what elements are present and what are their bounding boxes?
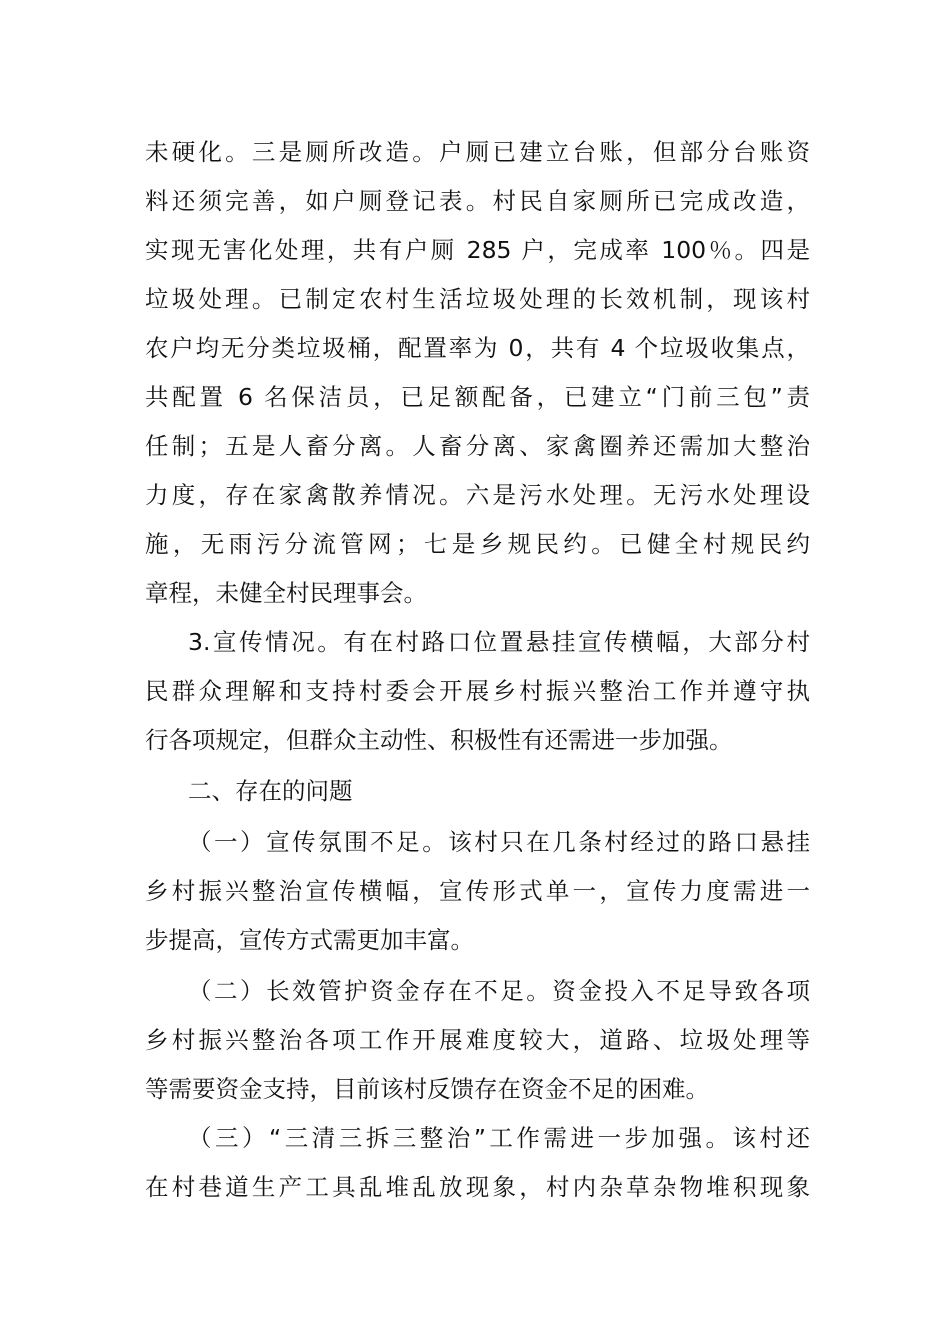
text-line: 等需要资金支持，目前该村反馈存在资金不足的困难。 [145, 1075, 709, 1103]
text-line: 乡村振兴整治各项工作开展难度较大，道路、垃圾处理等 [145, 1026, 810, 1054]
text-line: 农户均无分类垃圾桶，配置率为 0，共有 4 个垃圾收集点， [145, 334, 810, 362]
text-line: 施，无雨污分流管网；七是乡规民约。已健全村规民约 [145, 530, 810, 558]
text-line: （三）“三清三拆三整治”工作需进一步加强。该村还 [188, 1124, 810, 1152]
text-line: 行各项规定，但群众主动性、积极性有还需进一步加强。 [145, 726, 733, 754]
text-line: （一）宣传氛围不足。该村只在几条村经过的路口悬挂 [188, 828, 810, 856]
text-line: 民群众理解和支持村委会开展乡村振兴整治工作并遵守执 [145, 677, 810, 705]
text-line: （二）长效管护资金存在不足。资金投入不足导致各项 [188, 977, 810, 1005]
section-heading: 二、存在的问题 [188, 777, 353, 805]
text-line: 未硬化。三是厕所改造。户厕已建立台账，但部分台账资 [145, 138, 810, 166]
text-line: 料还须完善，如户厕登记表。村民自家厕所已完成改造， [145, 187, 810, 215]
text-line: 章程，未健全村民理事会。 [145, 579, 427, 607]
text-line: 3.宣传情况。有在村路口位置悬挂宣传横幅，大部分村 [188, 628, 810, 656]
text-line: 乡村振兴整治宣传横幅，宣传形式单一，宣传力度需进一 [145, 877, 810, 905]
text-line: 在村巷道生产工具乱堆乱放现象，村内杂草杂物堆积现象 [145, 1173, 810, 1201]
text-line: 力度，存在家禽散养情况。六是污水处理。无污水处理设 [145, 481, 810, 509]
text-line: 实现无害化处理，共有户厕 285 户，完成率 100％。四是 [145, 236, 810, 264]
text-line: 任制；五是人畜分离。人畜分离、家禽圈养还需加大整治 [145, 432, 810, 460]
text-line: 垃圾处理。已制定农村生活垃圾处理的长效机制，现该村 [145, 285, 810, 313]
text-line: 步提高，宣传方式需更加丰富。 [145, 926, 474, 954]
text-line: 共配置 6 名保洁员，已足额配备，已建立“门前三包”责 [145, 383, 810, 411]
